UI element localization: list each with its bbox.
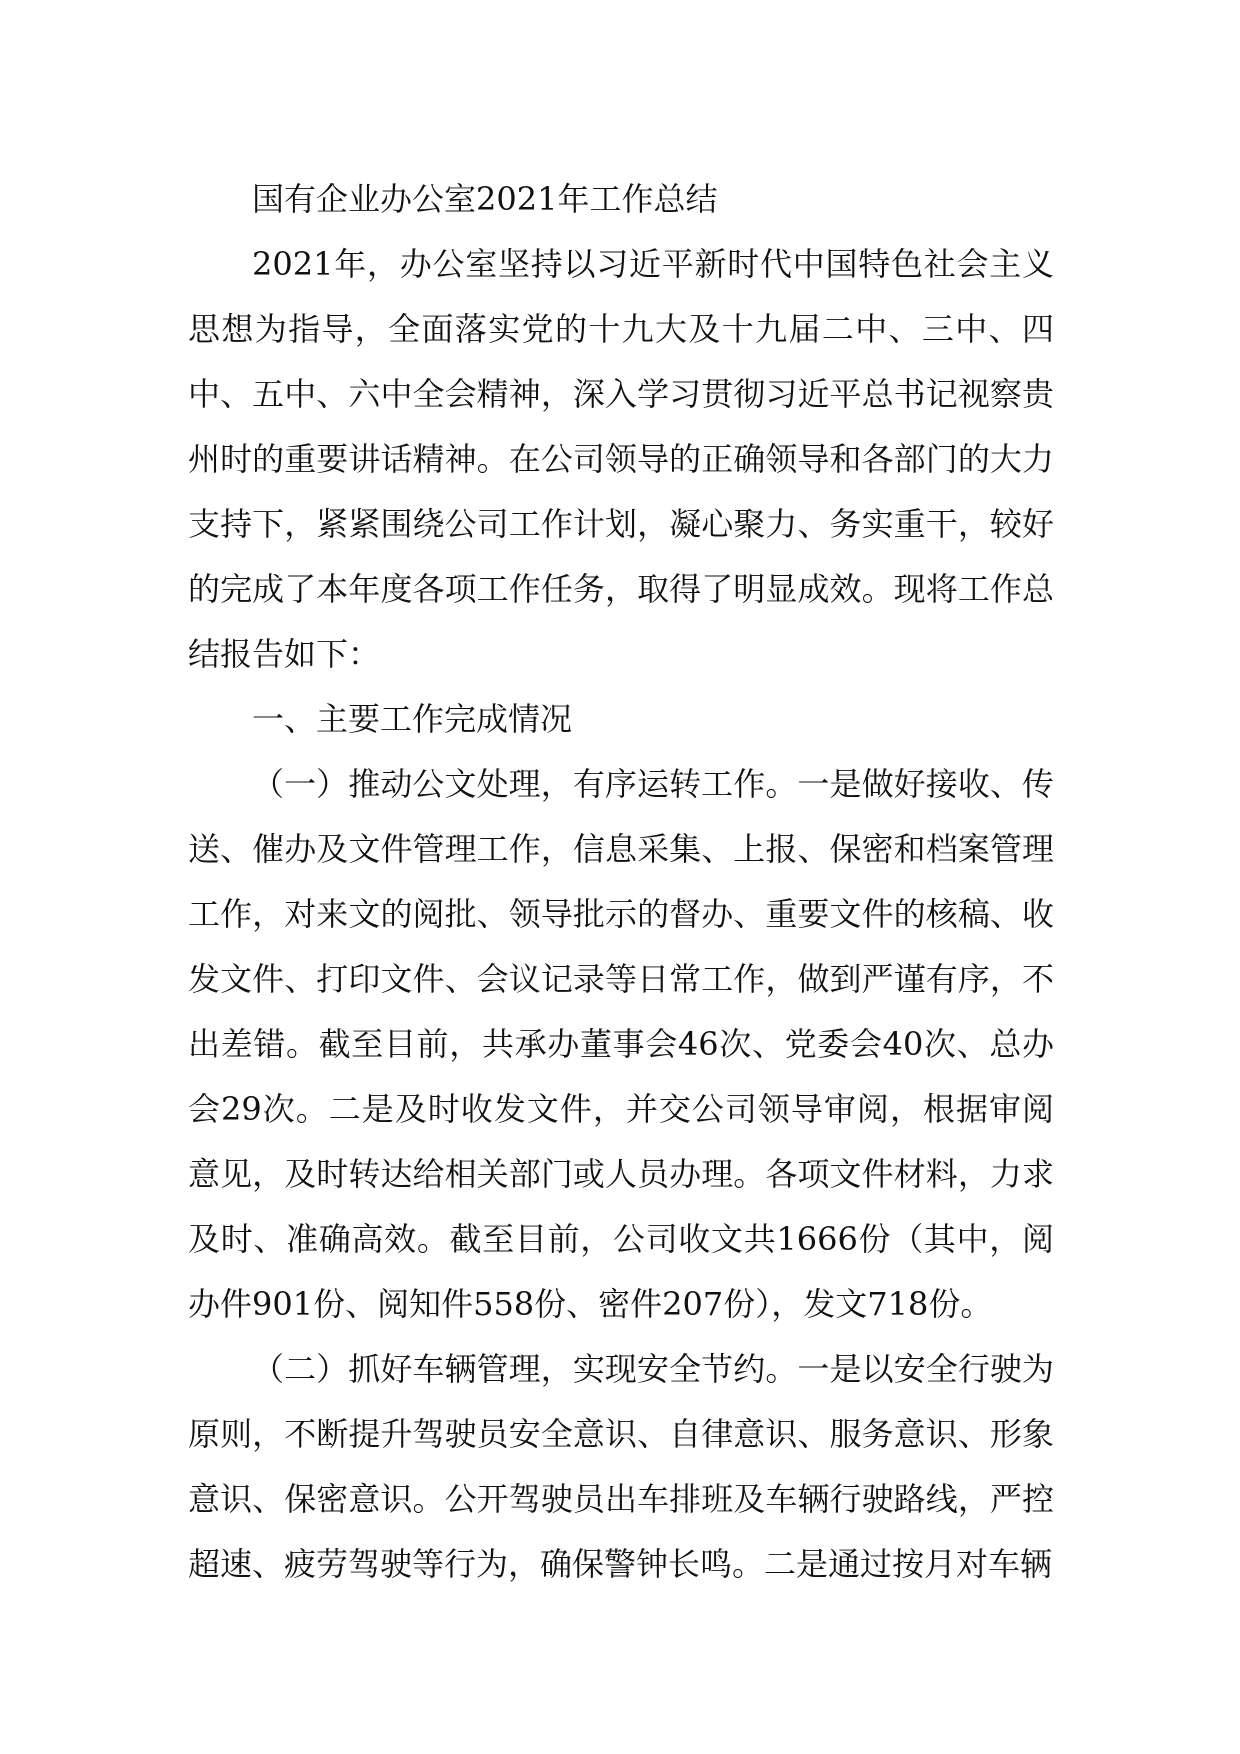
paragraph-intro: 2021年，办公室坚持以习近平新时代中国特色社会主义思想为指导，全面落实党的十九大及十九届二中、三中、四中、五中、六中全会精神，深入学习贯彻习近平总书记视察贵州时的重要讲话精神。在公司领导的正确领导和各部门的大力支持下，紧紧围绕公司工作计划，凝心聚力、务实重干，较好的完成了本年度各项工作任务，取得了明显成效。现将工作总结报告如下： <box>188 245 1054 673</box>
section-heading-main-work: 一、主要工作完成情况 <box>252 700 573 738</box>
document-title: 国有企业办公室2021年工作总结 <box>252 180 718 218</box>
paragraph-document-handling: （一）推动公文处理，有序运转工作。一是做好接收、传送、催办及文件管理工作，信息采集、上报、保密和档案管理工作，对来文的阅批、领导批示的督办、重要文件的核稿、收发文件、打印文件、会议记录等日常工作，做到严谨有序，不出差错。截至目前，共承办董事会46次、党委会40次、总办会29次。二是及时收发文件，并交公司领导审阅，根据审阅意见，及时转达给相关部门或人员办理。各项文件材料，力求及时、准确高效。截至目前，公司收文共1666份（其中，阅办件901份、阅知件558份、密件207份），发文718份。 <box>188 765 1054 1323</box>
paragraph-vehicle-management: （二）抓好车辆管理，实现安全节约。一是以安全行驶为原则，不断提升驾驶员安全意识、自律意识、服务意识、形象意识、保密意识。公开驾驶员出车排班及车辆行驶路线，严控超速、疲劳驾驶等行为，确保警钟长鸣。二是通过按月对车辆 <box>188 1350 1054 1583</box>
document-body <box>188 167 1054 1597</box>
